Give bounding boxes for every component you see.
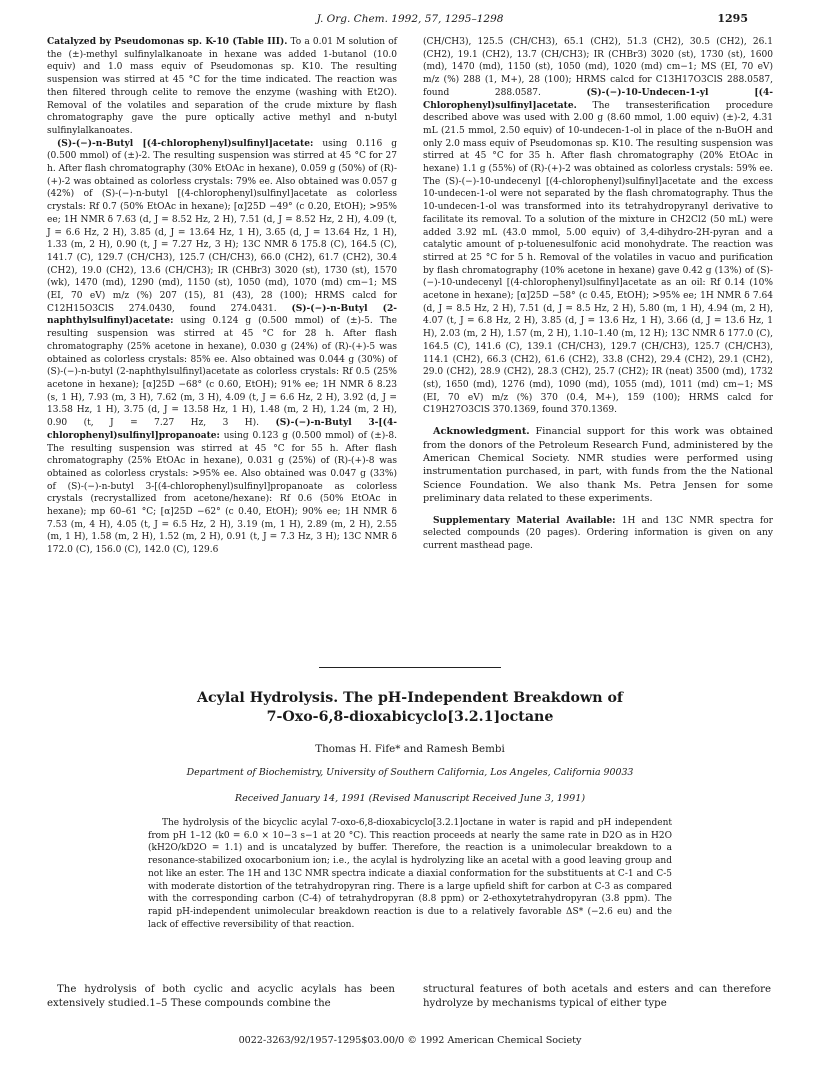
compound-heading-2: (S)-(−)-n-Butyl (2-naphthylsulfinyl)acetate: bbox=[47, 303, 397, 327]
supplementary-paragraph bbox=[423, 515, 773, 553]
acknowledgment-text: Financial support for this work was obtained from the donors of the Petroleum Research Fund, administered by the American Chemical Society. NMR studies were performed using instrumentation purchased, in part, with funds from the the National Science Foundation. We also thank Ms. Petra Jensen for some preliminary data related to these experiments. bbox=[423, 426, 773, 505]
supplementary-heading: Supplementary Material Available: bbox=[433, 515, 616, 526]
intro-left-text: The hydrolysis of both cyclic and acyclic acylals has been extensively studied.1–5 These compounds combine the bbox=[47, 984, 395, 1009]
title-line-2: 7-Oxo-6,8-dioxabicyclo[3.2.1]octane bbox=[266, 709, 554, 725]
procedure-heading: Catalyzed by Pseudomonas sp. K-10 (Table III). bbox=[47, 37, 288, 47]
left-column bbox=[47, 36, 397, 557]
compound-heading-1: (S)-(−)-n-Butyl [(4-chlorophenyl)sulfinyl]acetate: bbox=[57, 138, 314, 149]
compound-text-1: using 0.116 g (0.500 mmol) of (±)-2. The resulting suspension was stirred at 45 °C for 27 h. After flash chromatography (30% EtOAc in hexane), 0.059 g (50%) of (R)-(+)-2 was obtained as colorless crystals: 79% ee. Also obtained was 0.057 g (42%) of (S)-(−)-n-butyl [(4-chlorophenyl)sulfinyl]acetate as colorless crystals: Rf 0.7 (50% EtOAc in hexane); [α]25D −49° (c 0.20, EtOH); >95% ee; 1H NMR δ 7.63 (d, J = 8.52 Hz, 2 H), 7.51 (d, J = 8.52 Hz, 2 H), 4.09 (t, J = 6.6 Hz, 2 H), 3.85 (d, J = 13.64 Hz, 1 H), 3.65 (d, J = 13.64 Hz, 1 H), 1.33 (m, 2 H), 0.90 (t, J = 7.27 Hz, 3 H); 13C NMR δ 175.8 (C), 164.5 (C), 141.7 (C), 129.7 (CH/CH3), 125.7 (CH/CH3), 66.0 (CH2), 61.7 (CH2), 30.4 (CH2), 19.0 (CH2), 13.6 (CH/CH3); IR (CHBr3) 3020 (st), 1730 (st), 1570 (wk), 1470 (md), 1290 (md), 1150 (st), 1050 (md), 1070 (md) cm−1; MS (EI, 70 eV) m/z (%) 207 (15), 81 (43), 28 (100); HRMS calcd for C12H15O3ClS 274.0430, found 274.0431. bbox=[47, 138, 397, 314]
continued-paragraph bbox=[423, 36, 773, 417]
procedure-paragraph bbox=[47, 36, 397, 138]
article-title bbox=[90, 689, 730, 727]
compound-heading-3: (S)-(−)-n-Butyl 3-[(4-chlorophenyl)sulfinyl]propanoate: bbox=[47, 418, 398, 441]
page-number: 1295 bbox=[717, 12, 748, 25]
abstract-text: The hydrolysis of the bicyclic acylal 7-oxo-6,8-dioxabicyclo[3.2.1]octane in water is rapid and pH independent from pH 1–12 (k0 = 6.0 × 10−3 s−1 at 20 °C). This reaction proceeds at nearly the same rate in D2O as in H2O (kH2O/kD2O = 1.1) and is uncatalyzed by buffer. Therefore, the reaction is a unimolecular breakdown to a resonance-stabilized oxocarbonium ion; i.e., the acylal is hydrolyzing like an acetal with a good leaving group and not like an ester. The 1H and 13C NMR spectra indicate a diaxial conformation for the substituents at C-1 and C-5 with moderate distortion of the tetrahydropyran ring. There is a large upfield shift for carbon at C-3 as compared with the corresponding carbon (C-4) of tetrahydropyran (8.8 ppm) or 2-ethoxytetrahydropyran (3.8 ppm). The rapid pH-independent unimolecular breakdown reaction is due to a relatively favorable ΔS* (−2.6 eu) and the lack of effective reversibility of that reaction. bbox=[148, 818, 672, 930]
acknowledgment-paragraph bbox=[423, 425, 773, 505]
author-affiliation: Department of Biochemistry, University of Southern California, Los Angeles, California 90033 bbox=[186, 767, 634, 778]
page-footer: 0022-3263/92/1957-1295$03.00/0 © 1992 American Chemical Society bbox=[238, 1035, 582, 1046]
compound-paragraph bbox=[47, 138, 397, 557]
intro-right-text: structural features of both acetals and esters and can therefore hydrolyze by mechanisms typical of either type bbox=[423, 984, 771, 1009]
abstract bbox=[148, 817, 672, 931]
compound-text-2: using 0.124 g (0.500 mmol) of (±)-5. The resulting suspension was stirred at 45 °C for 28 h. After flash chromatography (25% acetone in hexane), 0.030 g (24%) of (R)-(+)-5 was obtained as colorless crystals: 85% ee. Also obtained was 0.044 g (30%) of (S)-(−)-n-butyl (2-naphthylsulfinyl)acetate as colorless crystals: Rf 0.5 (25% acetone in hexane); [α]25D −68° (c 0.60, EtOH); 91% ee; 1H NMR δ 8.23 (s, 1 H), 7.93 (m, 3 H), 7.62 (m, 3 H), 4.09 (t, J = 6.6 Hz, 2 H), 3.92 (d, J = 13.58 Hz, 1 H), 3.75 (d, J = 13.58 Hz, 1 H), 1.48 (m, 2 H), 1.24 (m, 2 H), 0.90 (t, J = 7.27 Hz, 3 H). bbox=[47, 316, 397, 429]
supplementary-text: 1H and 13C NMR spectra for selected compounds (20 pages). Ordering information is given on any current masthead page. bbox=[423, 515, 773, 551]
intro-right-column bbox=[423, 983, 771, 1010]
procedure-text: To a 0.01 M solution of the (±)-methyl sulfinylalkanoate in hexane was added 1-butanol (10.0 equiv) and 1.0 mass equiv of Pseudomonas sp. K10. The resulting suspension was stirred at 45 °C for the time indicated. The reaction was then filtered through celite to remove the enzyme (washing with Et2O). Removal of the volatiles and separation of the crude mixture by flash chromatography gave the pure optically active methyl and n-butyl sulfinylalkanoates. bbox=[47, 37, 397, 136]
received-dates: Received January 14, 1991 (Revised Manuscript Received June 3, 1991) bbox=[234, 793, 586, 804]
compound-text-3: using 0.123 g (0.500 mmol) of (±)-8. The resulting suspension was stirred at 45 °C for 55 h. After flash chromatography (25% EtOAc in hexane), 0.031 g (25%) of (R)-(+)-8 was obtained as colorless crystals: >95% ee. Also obtained was 0.047 g (33%) of (S)-(−)-n-butyl 3-[(4-chlorophenyl)sulfinyl]propanoate as colorless crystals (recrystallized from acetone/hexane): Rf 0.6 (50% EtOAc in hexane); mp 60–61 °C; [α]25D −62° (c 0.40, EtOH); 90% ee; 1H NMR δ 7.53 (m, 4 H), 4.05 (t, J = 6.5 Hz, 2 H), 3.19 (m, 1 H), 2.89 (m, 2 H), 2.55 (m, 1 H), 1.58 (m, 2 H), 1.52 (m, 2 H), 0.91 (t, J = 7.3 Hz, 3 H); 13C NMR δ 172.0 (C), 156.0 (C), 142.0 (C), 129.6 bbox=[47, 430, 397, 556]
title-line-1: Acylal Hydrolysis. The pH-Independent Breakdown of bbox=[196, 690, 624, 706]
acknowledgment-heading: Acknowledgment. bbox=[433, 426, 530, 438]
section-divider bbox=[319, 667, 501, 668]
journal-citation: J. Org. Chem. 1992, 57, 1295–1298 bbox=[316, 13, 504, 25]
running-header bbox=[0, 11, 820, 29]
intro-left-column bbox=[47, 983, 395, 1010]
right-column bbox=[423, 36, 773, 553]
article-authors: Thomas H. Fife* and Ramesh Bembi bbox=[315, 743, 505, 755]
continued-text: (CH/CH3), 125.5 (CH/CH3), 65.1 (CH2), 51.3 (CH2), 30.5 (CH2), 26.1 (CH2), 19.1 (CH2), 13.7 (CH/CH3); IR (CHBr3) 3020 (st), 1730 (st), 1600 (md), 1470 (md), 1150 (st), 1050 (md), 1020 (md) cm−1; MS (EI, 70 eV) m/z (%) 288 (1, M+), 28 (100); HRMS calcd for C13H17O3ClS 288.0587, found 288.0587. bbox=[423, 37, 773, 98]
undecenyl-heading: (S)-(−)-10-Undecen-1-yl [(4-Chlorophenyl)sulfinyl]acetate. bbox=[423, 87, 773, 111]
undecenyl-text: The transesterification procedure described above was used with 2.00 g (8.60 mmol, 1.00 equiv) (±)-2, 4.31 mL (21.5 mmol, 2.50 equiv) of 10-undecen-1-ol in place of the n-BuOH and only 2.0 mass equiv of Pseudomonas sp. K10. The resulting suspension was stirred at 45 °C for 35 h. After flash chromatography (20% EtOAc in hexane) 1.1 g (55%) of (R)-(+)-2 was obtained as colorless crystals: 59% ee. The (S)-(−)-10-undecenyl [(4-chlorophenyl)sulfinyl]acetate and the excess 10-undecen-1-ol were not separated by the flash chromatography. Thus the 10-undecen-1-ol was transformed into its tetrahydropyranyl derivative to facilitate its removal. To a solution of the mixture in CH2Cl2 (50 mL) were added 3.92 mL (43.0 mmol, 5.00 equiv) of 3,4-dihydro-2H-pyran and a catalytic amount of p-toluenesulfonic acid monohydrate. The reaction was stirred at 25 °C for 5 h. Removal of the volatiles in vacuo and purification by flash chromatography (10% acetone in hexane) gave 0.42 g (13%) of (S)-(−)-10-undecenyl [(4-chlorophenyl)sulfinyl]acetate as an oil: Rf 0.14 (10% acetone in hexane); [α]25D −58° (c 0.45, EtOH); >95% ee; 1H NMR δ 7.64 (d, J = 8.5 Hz, 2 H), 7.51 (d, J = 8.5 Hz, 2 H), 5.80 (m, 1 H), 4.94 (m, 2 H), 4.07 (t, J = 6.8 Hz, 2 H), 3.85 (d, J = 13.6 Hz, 1 H), 3.66 (d, J = 13.6 Hz, 1 H), 2.03 (m, 2 H), 1.57 (m, 2 H), 1.10–1.40 (m, 12 H); 13C NMR δ 177.0 (C), 164.5 (C), 141.6 (C), 139.1 (CH/CH3), 129.7 (CH/CH3), 125.7 (CH/CH3), 114.1 (CH2), 66.3 (CH2), 61.6 (CH2), 33.8 (CH2), 29.4 (CH2), 29.1 (CH2), 29.0 (CH2), 28.9 (CH2), 28.3 (CH2), 25.7 (CH2); IR (neat) 3500 (md), 1732 (st), 1650 (md), 1276 (md), 1090 (md), 1055 (md), 1011 (md) cm−1; MS (EI, 70 eV) m/z (%) 370 (0.4, M+), 159 (100); HRMS calcd for C19H27O3ClS 370.1369, found 370.1369. bbox=[423, 100, 773, 416]
